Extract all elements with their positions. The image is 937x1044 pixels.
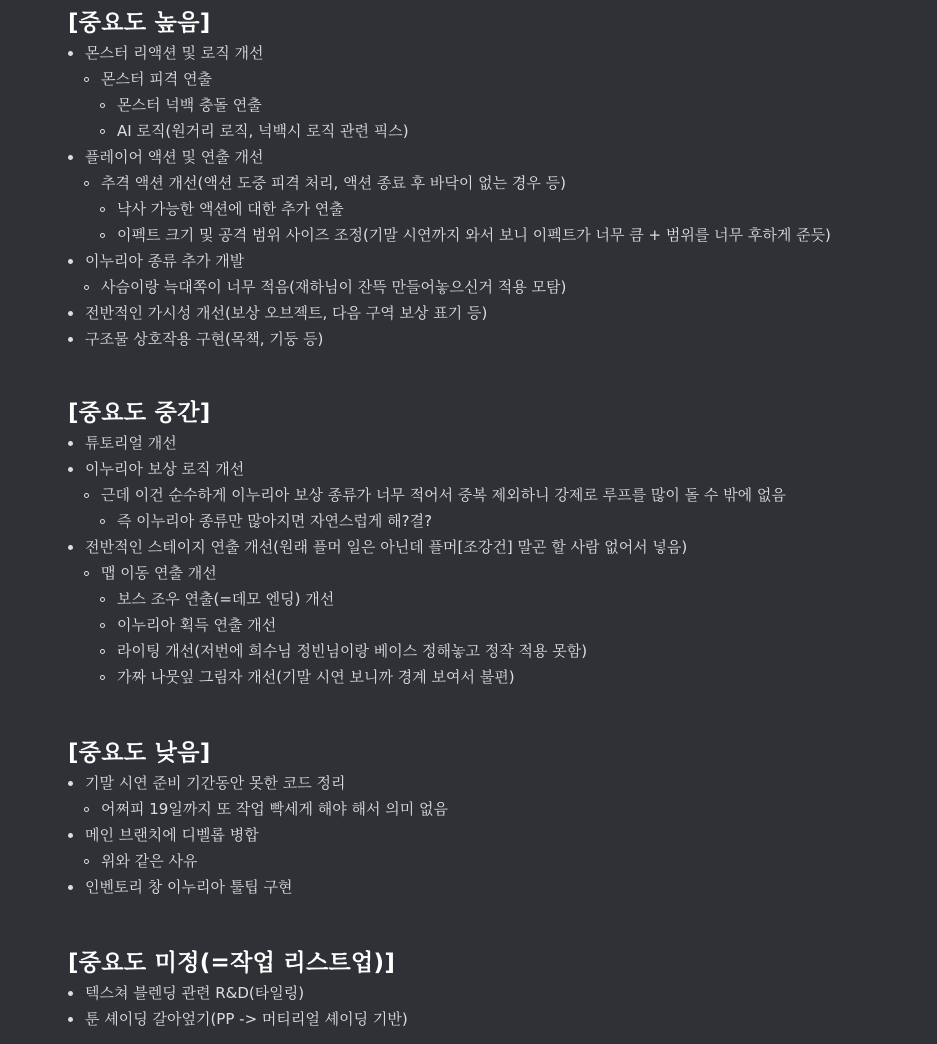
list-item	[68, 92, 937, 118]
bullet-filled-icon	[68, 885, 73, 890]
list-item	[68, 326, 937, 352]
list-item-text: 튜토리얼 개선	[85, 434, 177, 452]
bullet-list	[68, 40, 937, 352]
list-item-text: 어쩌피 19일까지 또 작업 빡세게 해야 해서 의미 없음	[101, 800, 449, 818]
list-item-text: 텍스쳐 블렌딩 관련 R&D(타일링)	[85, 984, 305, 1002]
list-item-text: AI 로직(원거리 로직, 넉백시 로직 관련 픽스)	[117, 122, 409, 140]
list-item	[68, 508, 937, 534]
bullet-hollow-icon	[84, 493, 89, 498]
list-item-text: 이누리아 보상 로직 개선	[85, 460, 245, 478]
bullet-hollow-icon	[84, 77, 89, 82]
section-heading: [중요도 낮음]	[68, 740, 211, 766]
section-medium-priority	[68, 396, 937, 690]
list-item	[68, 980, 937, 1006]
list-item	[68, 118, 937, 144]
list-item	[68, 456, 937, 482]
list-item-text: 전반적인 가시성 개선(보상 오브젝트, 다음 구역 보상 표기 등)	[85, 304, 488, 322]
bullet-hollow-icon	[100, 233, 105, 238]
list-item	[68, 170, 937, 196]
list-item-text: 사슴이랑 늑대쪽이 너무 적음(재하님이 잔뜩 만들어놓으신거 적용 모탐)	[101, 278, 567, 296]
list-item-text: 추격 액션 개선(액션 도중 피격 처리, 액션 종료 후 바닥이 없는 경우 등)	[101, 174, 566, 192]
bullet-filled-icon	[68, 311, 73, 316]
list-item-text: 툰 셰이딩 갈아엎기(PP -> 머티리얼 셰이딩 기반)	[85, 1010, 408, 1028]
list-item-text: 인벤토리 창 이누리아 툴팁 구현	[85, 878, 293, 896]
list-item-text: 이누리아 획득 연출 개선	[117, 616, 277, 634]
list-item-text: 이펙트 크기 및 공격 범위 사이즈 조정(기말 시연까지 와서 보니 이펙트가 너무 큼 + 범위를 너무 후하게 준듯)	[117, 226, 831, 244]
list-item	[68, 66, 937, 92]
list-item-text: 기말 시연 준비 기간동안 못한 코드 정리	[85, 774, 346, 792]
list-item-text: 맵 이동 연출 개선	[101, 564, 217, 582]
list-item-text: 몬스터 피격 연출	[101, 70, 212, 88]
list-item	[68, 638, 937, 664]
list-item	[68, 222, 937, 248]
bullet-list	[68, 770, 937, 900]
list-item	[68, 770, 937, 796]
bullet-filled-icon	[68, 441, 73, 446]
list-item	[68, 534, 937, 560]
section-heading: [중요도 중간]	[68, 400, 211, 426]
list-item	[68, 586, 937, 612]
bullet-hollow-icon	[84, 807, 89, 812]
list-item	[68, 40, 937, 66]
list-item	[68, 196, 937, 222]
list-item-text: 몬스터 리액션 및 로직 개선	[85, 44, 264, 62]
list-item	[68, 144, 937, 170]
bullet-hollow-icon	[100, 129, 105, 134]
bullet-hollow-icon	[84, 859, 89, 864]
list-item	[68, 300, 937, 326]
list-item-text: 구조물 상호작용 구현(목책, 기둥 등)	[85, 330, 324, 348]
list-item	[68, 796, 937, 822]
list-item-text: 근데 이건 순수하게 이누리아 보상 종류가 너무 적어서 중복 제외하니 강제로 루프를 많이 돌 수 밖에 없음	[101, 486, 786, 504]
bullet-hollow-icon	[100, 103, 105, 108]
section-heading: [중요도 높음]	[68, 10, 211, 36]
bullet-filled-icon	[68, 155, 73, 160]
list-item-text: 전반적인 스테이지 연출 개선(원래 플머 일은 아닌데 플머[조강건] 말곤 할 사람 없어서 넣음)	[85, 538, 688, 556]
list-item-text: 이누리아 종류 추가 개발	[85, 252, 245, 270]
list-item	[68, 664, 937, 690]
bullet-filled-icon	[68, 1017, 73, 1022]
bullet-filled-icon	[68, 545, 73, 550]
list-item-text: 위와 같은 사유	[101, 852, 198, 870]
bullet-filled-icon	[68, 51, 73, 56]
bullet-hollow-icon	[100, 649, 105, 654]
list-item	[68, 822, 937, 848]
bullet-list	[68, 980, 937, 1032]
bullet-filled-icon	[68, 781, 73, 786]
list-item-text: 가짜 나뭇잎 그림자 개선(기말 시연 보니까 경계 보여서 불편)	[117, 668, 515, 686]
list-item	[68, 482, 937, 508]
bullet-filled-icon	[68, 833, 73, 838]
section-low-priority	[68, 736, 937, 900]
list-item	[68, 430, 937, 456]
list-item-text: 몬스터 넉백 충돌 연출	[117, 96, 262, 114]
list-item	[68, 1006, 937, 1032]
bullet-hollow-icon	[100, 675, 105, 680]
list-item	[68, 248, 937, 274]
list-item-text: 즉 이누리아 종류만 많아지면 자연스럽게 해?결?	[117, 512, 433, 530]
list-item-text: 라이팅 개선(저번에 희수님 정빈님이랑 베이스 정해놓고 정작 적용 못함)	[117, 642, 588, 660]
bullet-filled-icon	[68, 991, 73, 996]
bullet-filled-icon	[68, 337, 73, 342]
bullet-list	[68, 430, 937, 690]
list-item	[68, 874, 937, 900]
bullet-filled-icon	[68, 259, 73, 264]
list-item	[68, 612, 937, 638]
section-heading: [중요도 미정(=작업 리스트업)]	[68, 950, 396, 976]
list-item-text: 플레이어 액션 및 연출 개선	[85, 148, 264, 166]
section-undecided-priority	[68, 946, 937, 1032]
bullet-hollow-icon	[100, 519, 105, 524]
list-item-text: 낙사 가능한 액션에 대한 추가 연출	[117, 200, 344, 218]
bullet-hollow-icon	[84, 571, 89, 576]
list-item	[68, 274, 937, 300]
list-item	[68, 560, 937, 586]
bullet-filled-icon	[68, 467, 73, 472]
section-high-priority	[68, 6, 937, 352]
bullet-hollow-icon	[84, 285, 89, 290]
list-item	[68, 848, 937, 874]
list-item-text: 보스 조우 연출(=데모 엔딩) 개선	[117, 590, 335, 608]
bullet-hollow-icon	[84, 181, 89, 186]
bullet-hollow-icon	[100, 207, 105, 212]
list-item-text: 메인 브랜치에 디벨롭 병합	[85, 826, 259, 844]
bullet-hollow-icon	[100, 623, 105, 628]
bullet-hollow-icon	[100, 597, 105, 602]
